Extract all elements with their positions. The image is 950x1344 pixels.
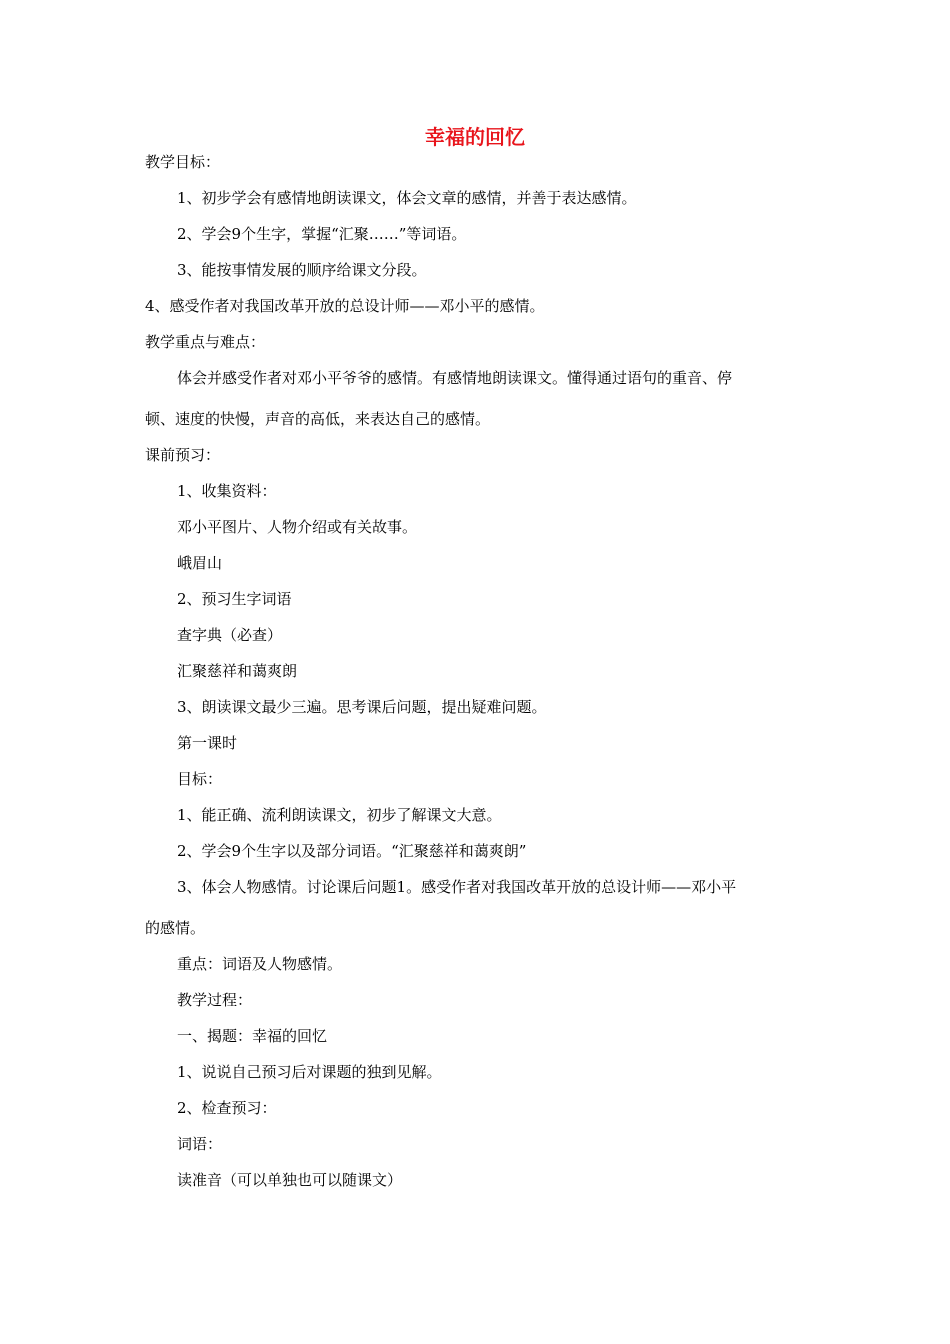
document-title: 幸福的回忆 <box>425 125 525 149</box>
process-step-1: 一、揭题：幸福的回忆 <box>177 1027 328 1045</box>
lesson-goal-2: 2、学会9个生字以及部分词语。“汇聚慈祥和蔼爽朗” <box>177 842 527 860</box>
goal-item-2: 2、学会9个生字，掌握“汇聚……”等词语。 <box>177 225 467 243</box>
teaching-process-heading: 教学过程： <box>177 991 253 1009</box>
preview-item-2-words: 汇聚慈祥和蔼爽朗 <box>177 662 298 680</box>
preview-item-2-detail: 查字典（必查） <box>177 626 283 644</box>
lesson-focus: 重点：词语及人物感情。 <box>177 955 343 973</box>
preview-item-3: 3、朗读课文最少三遍。思考课后问题，提出疑难问题。 <box>177 698 547 716</box>
process-step-1-item-2: 2、检查预习： <box>177 1099 277 1117</box>
lesson-heading: 第一课时 <box>177 734 238 752</box>
section-heading-teaching-goals: 教学目标： <box>145 153 221 171</box>
lesson-goal-1: 1、能正确、流利朗读课文，初步了解课文大意。 <box>177 806 502 824</box>
lesson-goal-3-line-1: 3、体会人物感情。讨论课后问题1。感受作者对我国改革开放的总设计师——邓小平 <box>177 878 737 896</box>
section-heading-preview: 课前预习： <box>145 446 221 464</box>
key-points-paragraph-line-2: 顿、速度的快慢，声音的高低，来表达自己的感情。 <box>145 410 491 428</box>
goal-item-4: 4、感受作者对我国改革开放的总设计师——邓小平的感情。 <box>145 297 545 315</box>
preview-item-2: 2、预习生字词语 <box>177 590 292 608</box>
goal-item-1: 1、初步学会有感情地朗读课文，体会文章的感情，并善于表达感情。 <box>177 189 637 207</box>
preview-item-1: 1、收集资料： <box>177 482 277 500</box>
lesson-goal-3-line-2: 的感情。 <box>145 919 206 937</box>
lesson-goals-heading: 目标： <box>177 770 223 788</box>
vocabulary-instruction: 读准音（可以单独也可以随课文） <box>177 1171 403 1189</box>
process-step-1-item-1: 1、说说自己预习后对课题的独到见解。 <box>177 1063 442 1081</box>
preview-item-1-place: 峨眉山 <box>177 554 223 572</box>
preview-item-1-detail: 邓小平图片、人物介绍或有关故事。 <box>177 518 418 536</box>
goal-item-3: 3、能按事情发展的顺序给课文分段。 <box>177 261 427 279</box>
section-heading-key-points: 教学重点与难点： <box>145 333 266 351</box>
key-points-paragraph-line-1: 体会并感受作者对邓小平爷爷的感情。有感情地朗读课文。懂得通过语句的重音、停 <box>177 369 733 387</box>
vocabulary-heading: 词语： <box>177 1135 223 1153</box>
